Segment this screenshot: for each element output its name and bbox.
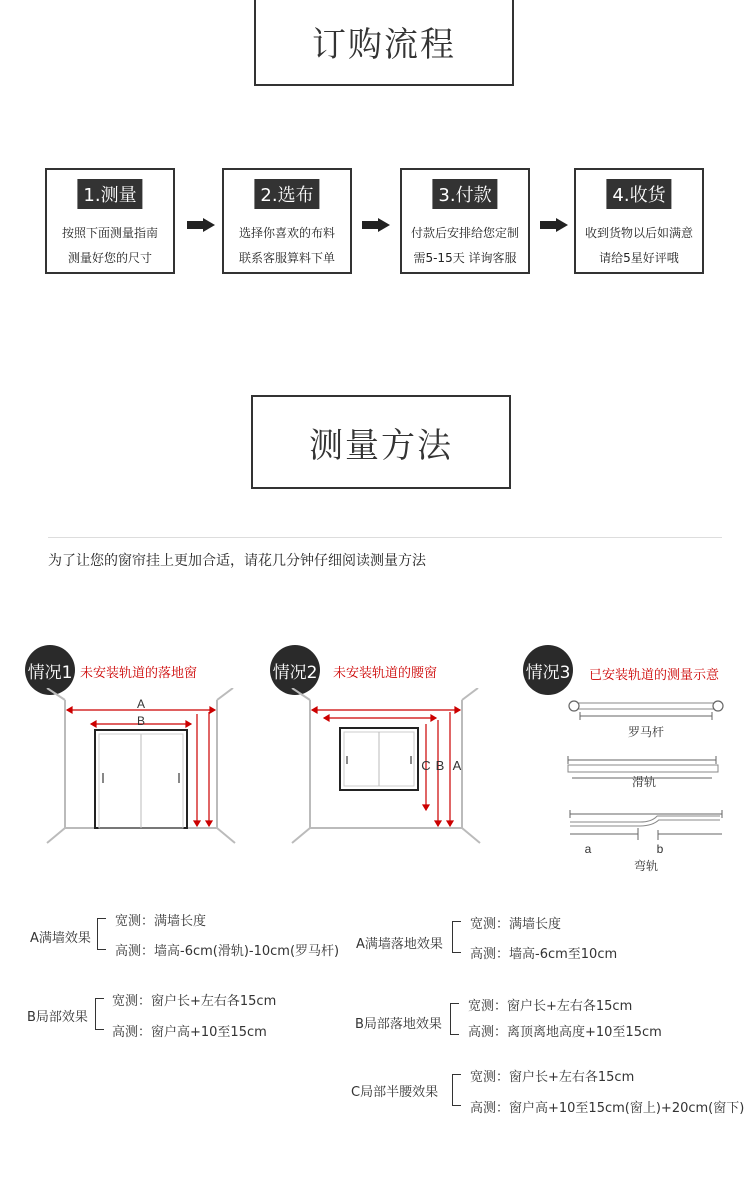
curve-label-a: a [584, 842, 592, 856]
step-measure [45, 168, 175, 274]
method-height: 高测：窗户高+10至15cm [112, 1025, 267, 1040]
case-2-diagram [290, 688, 490, 848]
step-desc: 按照下面测量指南 [61, 226, 158, 240]
bracket [95, 998, 104, 1030]
step-desc: 测量好您的尺寸 [67, 251, 152, 265]
case-3-title: 已安装轨道的测量示意 [589, 668, 720, 683]
method-name: A满墙效果 [30, 931, 91, 946]
arrow-right-icon [362, 218, 390, 232]
case-2-label-c: C [421, 758, 431, 773]
step-receive [574, 168, 704, 274]
divider [48, 537, 722, 538]
measure-title: 测量方法 [251, 395, 511, 489]
method-height: 高测：墙高-6cm至10cm [470, 947, 618, 962]
method-width: 宽测：满墙长度 [115, 914, 207, 929]
roman-rod-label: 罗马杆 [627, 725, 665, 739]
case-3-badge: 情况3 [523, 645, 573, 695]
method-name: B局部落地效果 [355, 1017, 442, 1032]
arrow-right-icon [540, 218, 568, 232]
case-2-title: 未安装轨道的腰窗 [333, 666, 438, 681]
case-3-diagram [562, 690, 732, 880]
step-label: 1.测量 [77, 179, 142, 209]
bracket [97, 918, 106, 950]
case-1-label-b: B [136, 714, 146, 728]
step-choose-fabric [222, 168, 352, 274]
curved-rail-label: 弯轨 [633, 859, 659, 873]
step-desc: 付款后安排给您定制 [410, 226, 519, 240]
case-1-badge: 情况1 [25, 645, 75, 695]
method-name: B局部效果 [27, 1010, 88, 1025]
step-label: 3.付款 [432, 179, 497, 209]
method-height: 高测：窗户高+10至15cm(窗上)+20cm(窗下) [470, 1101, 745, 1116]
method-name: C局部半腰效果 [351, 1085, 439, 1100]
method-width: 宽测：窗户长+左右各15cm [112, 994, 277, 1009]
case-2-badge: 情况2 [270, 645, 320, 695]
step-desc: 联系客服算料下单 [238, 251, 335, 265]
method-name: A满墙落地效果 [356, 937, 443, 952]
step-desc: 收到货物以后如满意 [584, 226, 693, 240]
step-desc: 需5-15天 详询客服 [413, 251, 517, 265]
step-desc: 请给5星好评哦 [599, 251, 679, 265]
method-height: 高测：墙高-6cm(滑轨)-10cm(罗马杆) [115, 944, 340, 959]
bracket [452, 921, 461, 953]
bracket [452, 1074, 461, 1106]
arrow-right-icon [187, 218, 215, 232]
measure-intro: 为了让您的窗帘挂上更加合适，请花几分钟仔细阅读测量方法 [48, 553, 426, 569]
step-payment [400, 168, 530, 274]
case-1-title: 未安装轨道的落地窗 [80, 666, 198, 681]
bracket [450, 1003, 459, 1035]
step-label: 4.收货 [606, 179, 671, 209]
step-desc: 选择你喜欢的布料 [238, 226, 335, 240]
case-2-label-b: B [435, 758, 445, 773]
case-1-label-a: A [136, 697, 146, 711]
method-width: 宽测：窗户长+左右各15cm [470, 1070, 635, 1085]
method-height: 高测：离顶离地高度+10至15cm [468, 1025, 662, 1040]
curve-label-b: b [656, 842, 664, 856]
step-label: 2.选布 [254, 179, 319, 209]
method-width: 宽测：窗户长+左右各15cm [468, 999, 633, 1014]
order-title: 订购流程 [254, 0, 514, 86]
case-1-diagram [45, 688, 245, 848]
method-width: 宽测：满墙长度 [470, 917, 562, 932]
case-2-label-a: A [452, 758, 462, 773]
slide-rail-label: 滑轨 [631, 775, 657, 789]
